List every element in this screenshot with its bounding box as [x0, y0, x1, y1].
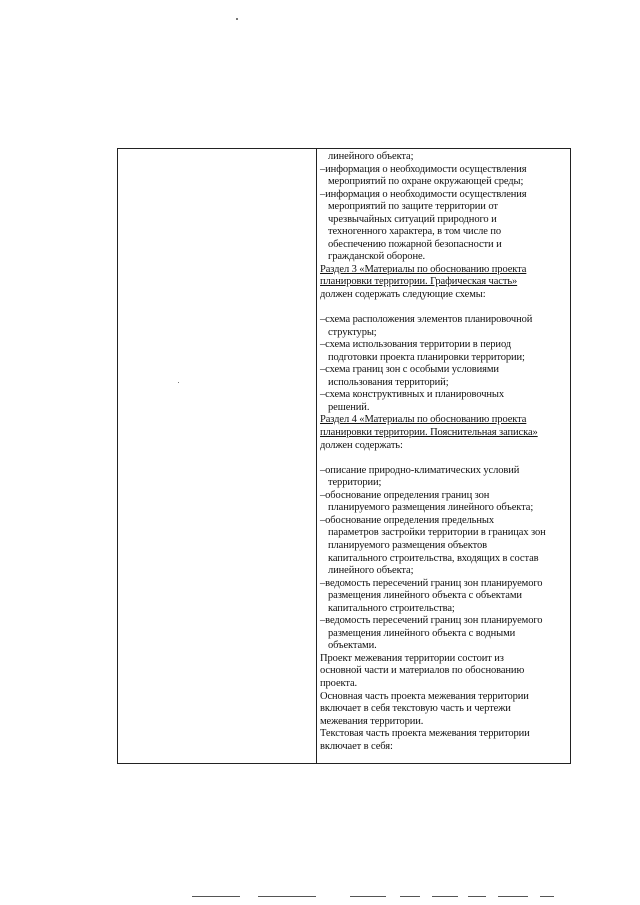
text-line: использования территорий; — [328, 376, 449, 388]
text-line: –схема использования территории в период — [320, 339, 512, 351]
scan-speck — [236, 18, 238, 20]
blank-line — [320, 302, 570, 315]
table-right-cell — [320, 151, 570, 753]
text-line: размещения линейного объекта с объектами — [328, 590, 522, 602]
text-line: Раздел 3 «Материалы по обоснованию проекта — [320, 263, 527, 275]
scan-artifact-line — [350, 896, 386, 897]
scan-artifact-line — [432, 896, 458, 897]
text-line: –обоснование определения предельных — [320, 514, 494, 526]
text-line: гражданской обороне. — [328, 251, 426, 263]
blank-line — [320, 452, 570, 465]
scan-artifact-line — [540, 896, 554, 897]
text-line: Проект межевания территории состоит из — [320, 652, 504, 664]
text-line: параметров застройки территории в границах зон — [328, 527, 546, 539]
text-line: линейного объекта; — [328, 151, 414, 162]
text-line: Основная часть проекта межевания территории — [320, 690, 529, 702]
text-line: подготовки проекта планировки территории; — [328, 351, 525, 363]
text-line: территории; — [328, 477, 382, 489]
text-line: –обоснование определения границ зон — [320, 489, 490, 501]
scan-artifact-line — [192, 896, 240, 897]
text-line: –информация о необходимости осуществления — [320, 163, 527, 175]
text-line: проекта. — [320, 677, 358, 689]
text-line: обеспечению пожарной безопасности и — [328, 238, 502, 250]
text-line: должен содержать: — [320, 439, 403, 451]
text-line: планируемого размещения линейного объекта; — [328, 502, 534, 514]
text-line: планируемого размещения объектов — [328, 539, 487, 551]
text-line: Текстовая часть проекта межевания территории — [320, 728, 530, 740]
text-line: –ведомость пересечений границ зон планируемого — [320, 615, 543, 627]
text-line: планировки территории. Графическая часть» — [320, 276, 518, 288]
scan-artifact-line — [498, 896, 528, 897]
text-line: мероприятий по защите территории от — [328, 201, 498, 213]
text-line: основной части и материалов по обоснованию — [320, 665, 525, 677]
text-line: планировки территории. Пояснительная записка» — [320, 427, 538, 439]
text-line: капитального строительства, входящих в состав — [328, 552, 539, 564]
text-line: –ведомость пересечений границ зон планируемого — [320, 577, 543, 589]
text-line: объектами. — [328, 640, 377, 652]
text-line: –описание природно-климатических условий — [320, 464, 520, 476]
scan-artifact-line — [468, 896, 486, 897]
scan-artifact-line — [258, 896, 316, 897]
text-line: техногенного характера, в том числе по — [328, 226, 502, 238]
text-line: –схема границ зон с особыми условиями — [320, 364, 499, 376]
table-column-divider — [316, 149, 317, 763]
text-line: –информация о необходимости осуществления — [320, 188, 527, 200]
scan-artifact-line — [400, 896, 420, 897]
text-line: включает в себя текстовую часть и чертежи — [320, 703, 511, 715]
text-line: линейного объекта; — [328, 565, 414, 577]
text-line: –схема расположения элементов планировочной — [320, 314, 533, 326]
text-line: размещения линейного объекта с водными — [328, 627, 516, 639]
text-line: мероприятий по охране окружающей среды; — [328, 176, 524, 188]
text-line: межевания территории. — [320, 715, 424, 727]
text-line: чрезвычайных ситуаций природного и — [328, 213, 497, 225]
text-line: решений. — [328, 401, 370, 413]
text-line: структуры; — [328, 326, 377, 338]
text-line: должен содержать следующие схемы: — [320, 289, 486, 301]
text-line: Раздел 4 «Материалы по обоснованию проекта — [320, 414, 527, 426]
text-line: капитального строительства; — [328, 602, 455, 614]
text-line: –схема конструктивных и планировочных — [320, 389, 505, 401]
document-table — [117, 148, 571, 764]
text-line: включает в себя: — [320, 740, 393, 752]
